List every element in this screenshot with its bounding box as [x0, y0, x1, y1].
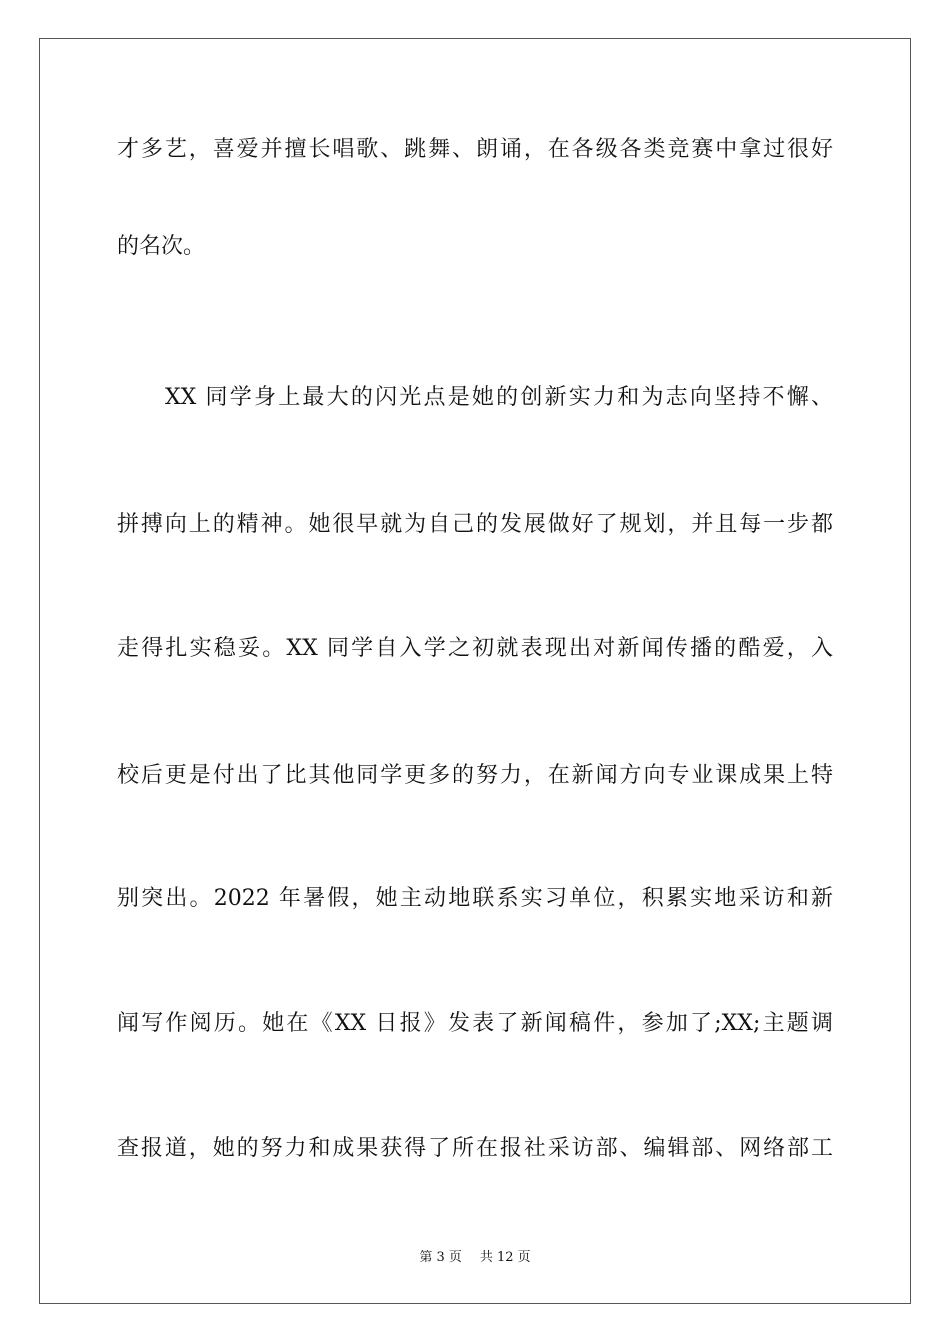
page-border	[39, 38, 911, 1304]
body-line-8: 闻写作阅历。她在《XX 日报》发表了新闻稿件，参加了;XX;主题调	[117, 1011, 833, 1036]
body-line-9: 查报道，她的努力和成果获得了所在报社采访部、编辑部、网络部工	[117, 1136, 833, 1161]
body-line-7: 别突出。2022 年暑假，她主动地联系实习单位，积累实地采访和新	[117, 886, 833, 911]
page-number: 第 3 页	[419, 1250, 462, 1265]
body-line-4: 拼搏向上的精神。她很早就为自己的发展做好了规划，并且每一步都	[117, 512, 833, 537]
body-line-6: 校后更是付出了比其他同学更多的努力，在新闻方向专业课成果上特	[117, 763, 833, 788]
page-total: 共 12 页	[479, 1250, 531, 1265]
body-line-5: 走得扎实稳妥。XX 同学自入学之初就表现出对新闻传播的酷爱，入	[117, 636, 833, 661]
page-footer	[0, 1246, 950, 1265]
body-line-3-paragraph-start: XX 同学身上最大的闪光点是她的创新实力和为志向坚持不懈、	[165, 385, 833, 410]
body-line-2: 的名次。	[117, 234, 206, 259]
body-line-1: 才多艺，喜爱并擅长唱歌、跳舞、朗诵，在各级各类竞赛中拿过很好	[117, 137, 833, 162]
